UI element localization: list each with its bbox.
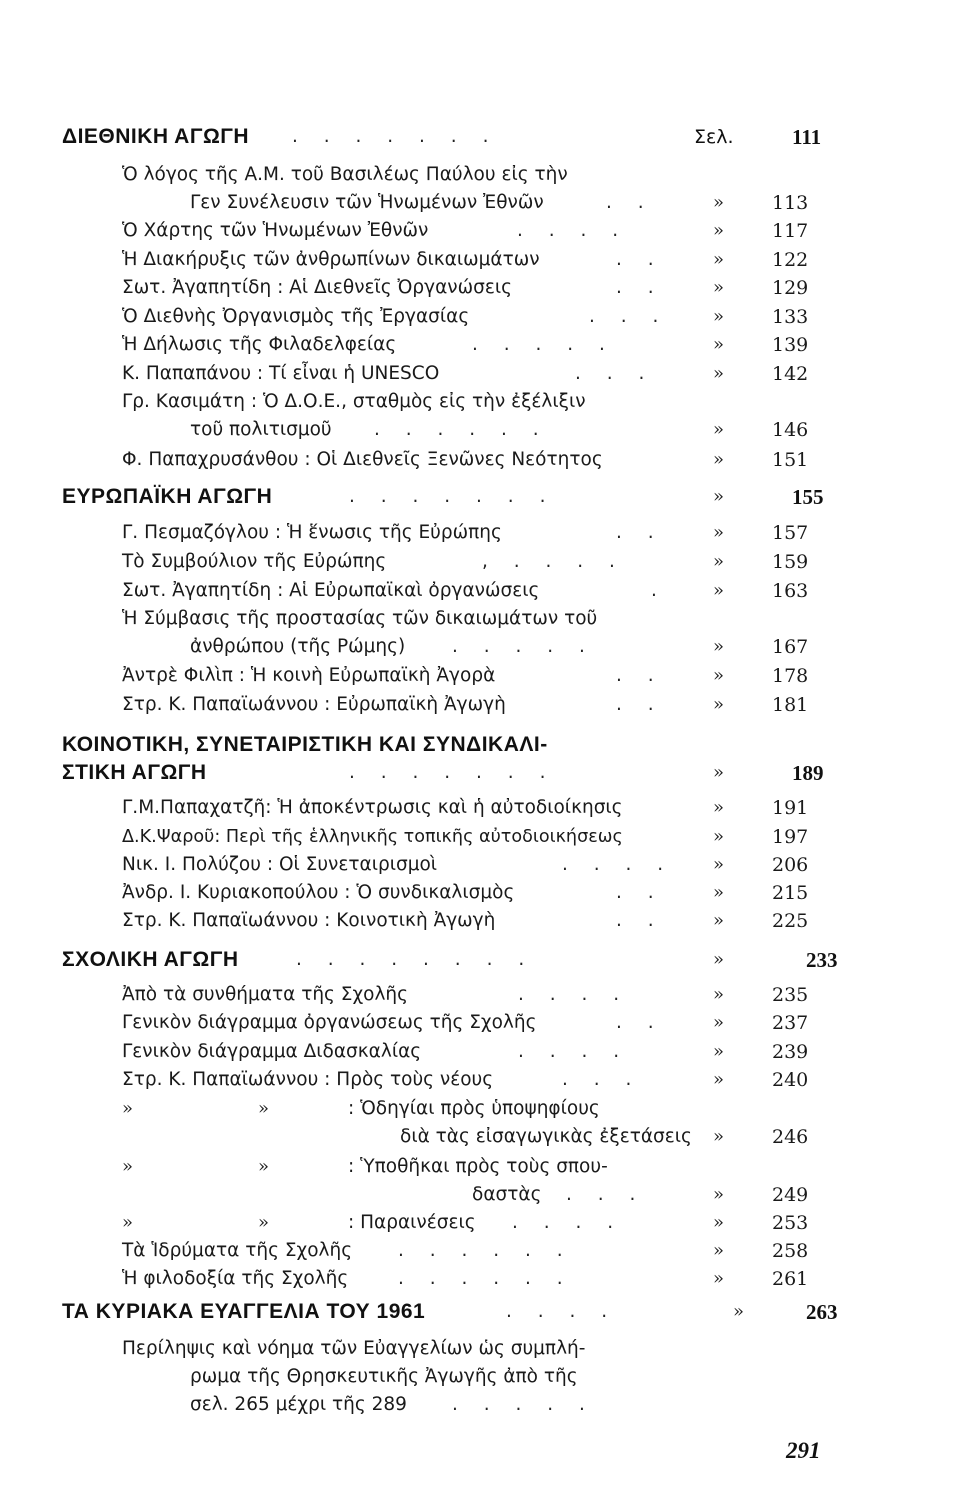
toc-entry xyxy=(0,1065,960,1095)
page-number: 159 xyxy=(772,551,809,573)
leader-dots: . . . . xyxy=(518,1041,630,1062)
ditto-mark: » xyxy=(713,762,725,783)
entry-text: τοῦ πολιτισμοῦ xyxy=(190,419,332,440)
entry-text: Ἡ Δήλωσις τῆς Φιλαδελφείας xyxy=(122,334,397,355)
toc-entry xyxy=(0,1037,960,1067)
page-number: 122 xyxy=(772,249,809,271)
toc-entry xyxy=(0,1180,960,1210)
toc-entry xyxy=(0,980,960,1010)
leader-dots: . . . . xyxy=(512,1212,624,1233)
section-heading xyxy=(0,730,960,760)
entry-text: Ἡ Διακήρυξις τῶν ἀνθρωπίνων δικαιωμάτων xyxy=(122,249,540,270)
toc-entry xyxy=(0,576,960,606)
entry-text: Ὁ Χάρτης τῶν Ἡνωμένων Ἐθνῶν xyxy=(122,220,429,241)
entry-text: : Ὑποθῆκαι πρὸς τοὺς σπου- xyxy=(348,1156,608,1177)
leader-dots: . . xyxy=(616,910,664,931)
section-title: ΚΟΙΝΟΤΙΚΗ, ΣΥΝΕΤΑΙΡΙΣΤΙΚΗ ΚΑΙ ΣΥΝΔΙΚΑΛΙ- xyxy=(62,733,548,756)
entry-text: Ὁ λόγος τῆς Α.Μ. τοῦ Βασιλέως Παύλου εἰς τὴν xyxy=(122,164,568,185)
leader-dots: . . . . . xyxy=(452,636,595,657)
entry-text: Σωτ. Ἀγαπητίδη : Αἱ Εὐρωπαϊκαὶ ὀργανώσεις xyxy=(122,580,540,601)
leader-dots: . . xyxy=(616,694,664,715)
toc-entry xyxy=(0,245,960,275)
ditto-mark: » xyxy=(713,334,725,355)
entry-text: Ἀπὸ τὰ συνθήματα τῆς Σχολῆς xyxy=(122,984,409,1005)
section-title: ΣΧΟΛΙΚΗ ΑΓΩΓΗ xyxy=(62,948,239,971)
leader-dots: . . . . xyxy=(562,854,674,875)
leader-dots: . . . xyxy=(562,1069,642,1090)
page-number: 191 xyxy=(772,797,809,819)
page-number: 189 xyxy=(792,761,824,785)
page-number: 237 xyxy=(772,1012,809,1034)
leader-dots: . . . xyxy=(575,363,655,384)
toc-entry xyxy=(0,661,960,691)
ditto-mark: » xyxy=(713,1240,725,1261)
section-heading xyxy=(0,482,960,512)
ditto-mark: » xyxy=(733,1301,745,1322)
toc-entry xyxy=(0,359,960,389)
entry-text: Δ.Κ.Ψαροῦ: Περὶ τῆς ἑλληνικῆς τοπικῆς αὐτοδιοικήσεως xyxy=(122,827,623,847)
ditto-mark: » xyxy=(258,1156,270,1177)
entry-text: Στρ. Κ. Παπαϊωάννου : Εὐρωπαϊκὴ Ἀγωγὴ xyxy=(122,694,506,715)
ditto-mark: » xyxy=(713,220,725,241)
entry-text: Ἡ Σύμβασις τῆς προστασίας τῶν δικαιωμάτων τοῦ xyxy=(122,608,598,629)
page-number: 215 xyxy=(772,882,809,904)
section-heading xyxy=(0,1297,960,1327)
page-number: 261 xyxy=(772,1268,809,1290)
ditto-mark: » xyxy=(258,1212,270,1233)
ditto-mark: » xyxy=(713,636,725,657)
leader-dots: . xyxy=(651,580,667,601)
ditto-mark: » xyxy=(713,984,725,1005)
section-heading xyxy=(0,758,960,788)
leader-dots: . . . . . . xyxy=(398,1240,573,1261)
ditto-mark: » xyxy=(713,419,725,440)
toc-entry xyxy=(0,518,960,548)
toc-entry xyxy=(0,188,960,218)
page-abbreviation: Σελ. xyxy=(694,126,734,148)
section-heading xyxy=(0,945,960,975)
ditto-mark: » xyxy=(713,910,725,931)
entry-text: Γ. Πεσμαζόγλου : Ἡ ἕνωσις τῆς Εὐρώπης xyxy=(122,522,502,543)
page-number: 249 xyxy=(772,1184,809,1206)
toc-entry xyxy=(0,690,960,720)
page-number: 246 xyxy=(772,1126,809,1148)
ditto-mark: » xyxy=(713,1184,725,1205)
toc-entry xyxy=(0,1094,960,1124)
toc-entry xyxy=(0,906,960,936)
page-number: 163 xyxy=(772,580,809,602)
ditto-mark: » xyxy=(713,363,725,384)
ditto-mark: » xyxy=(713,249,725,270)
leader-dots: . . xyxy=(616,277,664,298)
ditto-mark: » xyxy=(713,665,725,686)
toc-entry xyxy=(0,1208,960,1238)
entry-text: Στρ. Κ. Παπαϊωάννου : Πρὸς τοὺς νέους xyxy=(122,1069,494,1090)
ditto-mark: » xyxy=(713,826,725,847)
ditto-mark: » xyxy=(122,1098,134,1119)
entry-text: Ἡ φιλοδοξία τῆς Σχολῆς xyxy=(122,1268,349,1289)
leader-dots: . . . . . . . xyxy=(349,762,556,783)
section-title: ΣΤΙΚΗ ΑΓΩΓΗ xyxy=(62,761,207,784)
leader-dots: . . xyxy=(616,665,664,686)
entry-text: Στρ. Κ. Παπαϊωάννου : Κοινοτικὴ Ἀγωγὴ xyxy=(122,910,496,931)
entry-text: Φ. Παπαχρυσάνθου : Οἱ Διεθνεῖς Ξενῶνες Νεότητος xyxy=(122,449,603,470)
entry-text: Περίληψις καὶ νόημα τῶν Εὐαγγελίων ὡς συμπλή- xyxy=(122,1338,586,1359)
page-number: 155 xyxy=(792,485,824,509)
page-number: 233 xyxy=(806,948,838,972)
page-number: 167 xyxy=(772,636,809,658)
page-number: 240 xyxy=(772,1069,809,1091)
ditto-mark: » xyxy=(713,1069,725,1090)
ditto-mark: » xyxy=(713,1212,725,1233)
toc-entry xyxy=(0,850,960,880)
leader-dots: . . . . . xyxy=(452,1394,595,1415)
ditto-mark: » xyxy=(713,551,725,572)
ditto-mark: » xyxy=(713,1126,725,1147)
page-number: 146 xyxy=(772,419,809,441)
leader-dots: . . . . . . . xyxy=(292,126,499,147)
entry-text: Τὰ Ἱδρύματα τῆς Σχολῆς xyxy=(122,1240,353,1261)
leader-dots: . . . . . . . xyxy=(349,486,556,507)
ditto-mark: » xyxy=(713,306,725,327)
page-number: 206 xyxy=(772,854,809,876)
toc-entry xyxy=(0,160,960,190)
leader-dots: . . . xyxy=(566,1184,646,1205)
entry-text: Γεν Συνέλευσιν τῶν Ἡνωμένων Ἐθνῶν xyxy=(190,192,544,213)
ditto-mark: » xyxy=(713,694,725,715)
toc-entry xyxy=(0,878,960,908)
toc-entry xyxy=(0,387,960,417)
page-number: 178 xyxy=(772,665,809,687)
ditto-mark: » xyxy=(122,1156,134,1177)
entry-text: : Ὁδηγίαι πρὸς ὑποψηφίους xyxy=(348,1098,600,1119)
entry-text: Γ.Μ.Παπαχατζῆ: Ἡ ἀποκέντρωσις καὶ ἡ αὐτοδιοίκησις xyxy=(122,797,623,818)
entry-text: Γρ. Κασιμάτη : Ὁ Δ.Ο.Ε., σταθμὸς εἰς τὴν ἐξέλιξιν xyxy=(122,391,586,412)
page-number: 133 xyxy=(772,306,809,328)
leader-dots: . . xyxy=(616,249,664,270)
toc-entry xyxy=(0,1264,960,1294)
section-title: ΕΥΡΩΠΑΪΚΗ ΑΓΩΓΗ xyxy=(62,485,273,508)
leader-dots: . . xyxy=(606,192,654,213)
entry-text: Γενικὸν διάγραμμα ὀργανώσεως τῆς Σχολῆς xyxy=(122,1012,537,1033)
toc-entry xyxy=(0,302,960,332)
page-number: 253 xyxy=(772,1212,809,1234)
ditto-mark: » xyxy=(713,486,725,507)
entry-text: Νικ. Ι. Πολύζου : Οἱ Συνεταιρισμοὶ xyxy=(122,854,438,875)
page-number: 239 xyxy=(772,1041,809,1063)
ditto-mark: » xyxy=(713,1041,725,1062)
toc-entry xyxy=(0,273,960,303)
toc-entry xyxy=(0,1236,960,1266)
ditto-mark: » xyxy=(713,1268,725,1289)
toc-entry xyxy=(0,216,960,246)
entry-text: Τὸ Συμβούλιον τῆς Εὐρώπης xyxy=(122,551,387,572)
ditto-mark: » xyxy=(122,1212,134,1233)
entry-text: δαστὰς xyxy=(472,1184,542,1205)
ditto-mark: » xyxy=(258,1098,270,1119)
leader-dots: . . . . . xyxy=(472,334,615,355)
page-number: 263 xyxy=(806,1300,838,1324)
toc-entry xyxy=(0,1008,960,1038)
ditto-mark: » xyxy=(713,192,725,213)
page-number: 142 xyxy=(772,363,809,385)
toc-entry xyxy=(0,445,960,475)
leader-dots: . . . . xyxy=(518,984,630,1005)
page-number: 197 xyxy=(772,826,809,848)
leader-dots: . . . . xyxy=(517,220,629,241)
ditto-mark: » xyxy=(713,854,725,875)
page-number: 151 xyxy=(772,449,809,471)
entry-text: Κ. Παπαπάνου : Τί εἶναι ἡ UNESCO xyxy=(122,363,440,384)
leader-dots: . . . . . . xyxy=(374,419,549,440)
entry-text: Ἀντρὲ Φιλὶπ : Ἡ κοινὴ Εὐρωπαϊκὴ Ἀγορὰ xyxy=(122,665,496,686)
section-title: ΔΙΕΘΝΙΚΗ ΑΓΩΓΗ xyxy=(62,125,250,148)
toc-entry xyxy=(0,1152,960,1182)
toc-entry xyxy=(0,1122,960,1152)
toc-entry xyxy=(0,1390,960,1420)
leader-dots: . . . . . . . . xyxy=(296,949,535,970)
toc-entry xyxy=(0,604,960,634)
page-number: 258 xyxy=(772,1240,809,1262)
page-number: 157 xyxy=(772,522,809,544)
ditto-mark: » xyxy=(713,522,725,543)
page-number: 181 xyxy=(772,694,809,716)
ditto-mark: » xyxy=(713,277,725,298)
entry-text: σελ. 265 μέχρι τῆς 289 xyxy=(190,1394,407,1415)
entry-text: Γενικὸν διάγραμμα Διδασκαλίας xyxy=(122,1041,422,1062)
page-number: 225 xyxy=(772,910,809,932)
ditto-mark: » xyxy=(713,580,725,601)
leader-dots: . . . . xyxy=(506,1301,618,1322)
toc-entry xyxy=(0,1362,960,1392)
leader-dots: , . . . . xyxy=(482,551,625,572)
ditto-mark: » xyxy=(713,882,725,903)
page-folio: 291 xyxy=(786,1438,821,1463)
entry-text: Ἀνδρ. Ι. Κυριακοπούλου : Ὁ συνδικαλισμὸς xyxy=(122,882,515,903)
ditto-mark: » xyxy=(713,449,725,470)
ditto-mark: » xyxy=(713,1012,725,1033)
toc-entry xyxy=(0,547,960,577)
leader-dots: . . xyxy=(616,522,664,543)
toc-entry xyxy=(0,822,960,852)
entry-text: : Παραινέσεις xyxy=(348,1212,476,1233)
toc-entry xyxy=(0,793,960,823)
ditto-mark: » xyxy=(713,949,725,970)
entry-text: ἀνθρώπου (τῆς Ρώμης) xyxy=(190,636,406,657)
toc-entry xyxy=(0,330,960,360)
entry-text: Σωτ. Ἀγαπητίδη : Αἱ Διεθνεῖς Ὀργανώσεις xyxy=(122,277,512,298)
ditto-mark: » xyxy=(713,797,725,818)
leader-dots: . . xyxy=(616,1012,664,1033)
page-number: 113 xyxy=(772,192,809,214)
leader-dots: . . . xyxy=(589,306,669,327)
entry-text: ρωμα τῆς Θρησκευτικῆς Ἀγωγῆς ἀπὸ τῆς xyxy=(190,1366,578,1387)
toc-entry xyxy=(0,632,960,662)
page-number: 129 xyxy=(772,277,809,299)
toc-entry xyxy=(0,1334,960,1364)
leader-dots: . . xyxy=(616,882,664,903)
page-number: 235 xyxy=(772,984,809,1006)
page-number: 139 xyxy=(772,334,809,356)
toc-entry xyxy=(0,415,960,445)
page-number: 111 xyxy=(792,125,822,149)
entry-text: διὰ τὰς εἰσαγωγικὰς ἐξετάσεις xyxy=(400,1126,692,1147)
section-title: ΤΑ ΚΥΡΙΑΚΑ ΕΥΑΓΓΕΛΙΑ ΤΟΥ 1961 xyxy=(62,1300,426,1323)
leader-dots: . . . . . . xyxy=(398,1268,573,1289)
section-heading xyxy=(0,122,960,152)
page-number: 117 xyxy=(772,220,809,242)
entry-text: Ὁ Διεθνὴς Ὀργανισμὸς τῆς Ἐργασίας xyxy=(122,306,470,327)
